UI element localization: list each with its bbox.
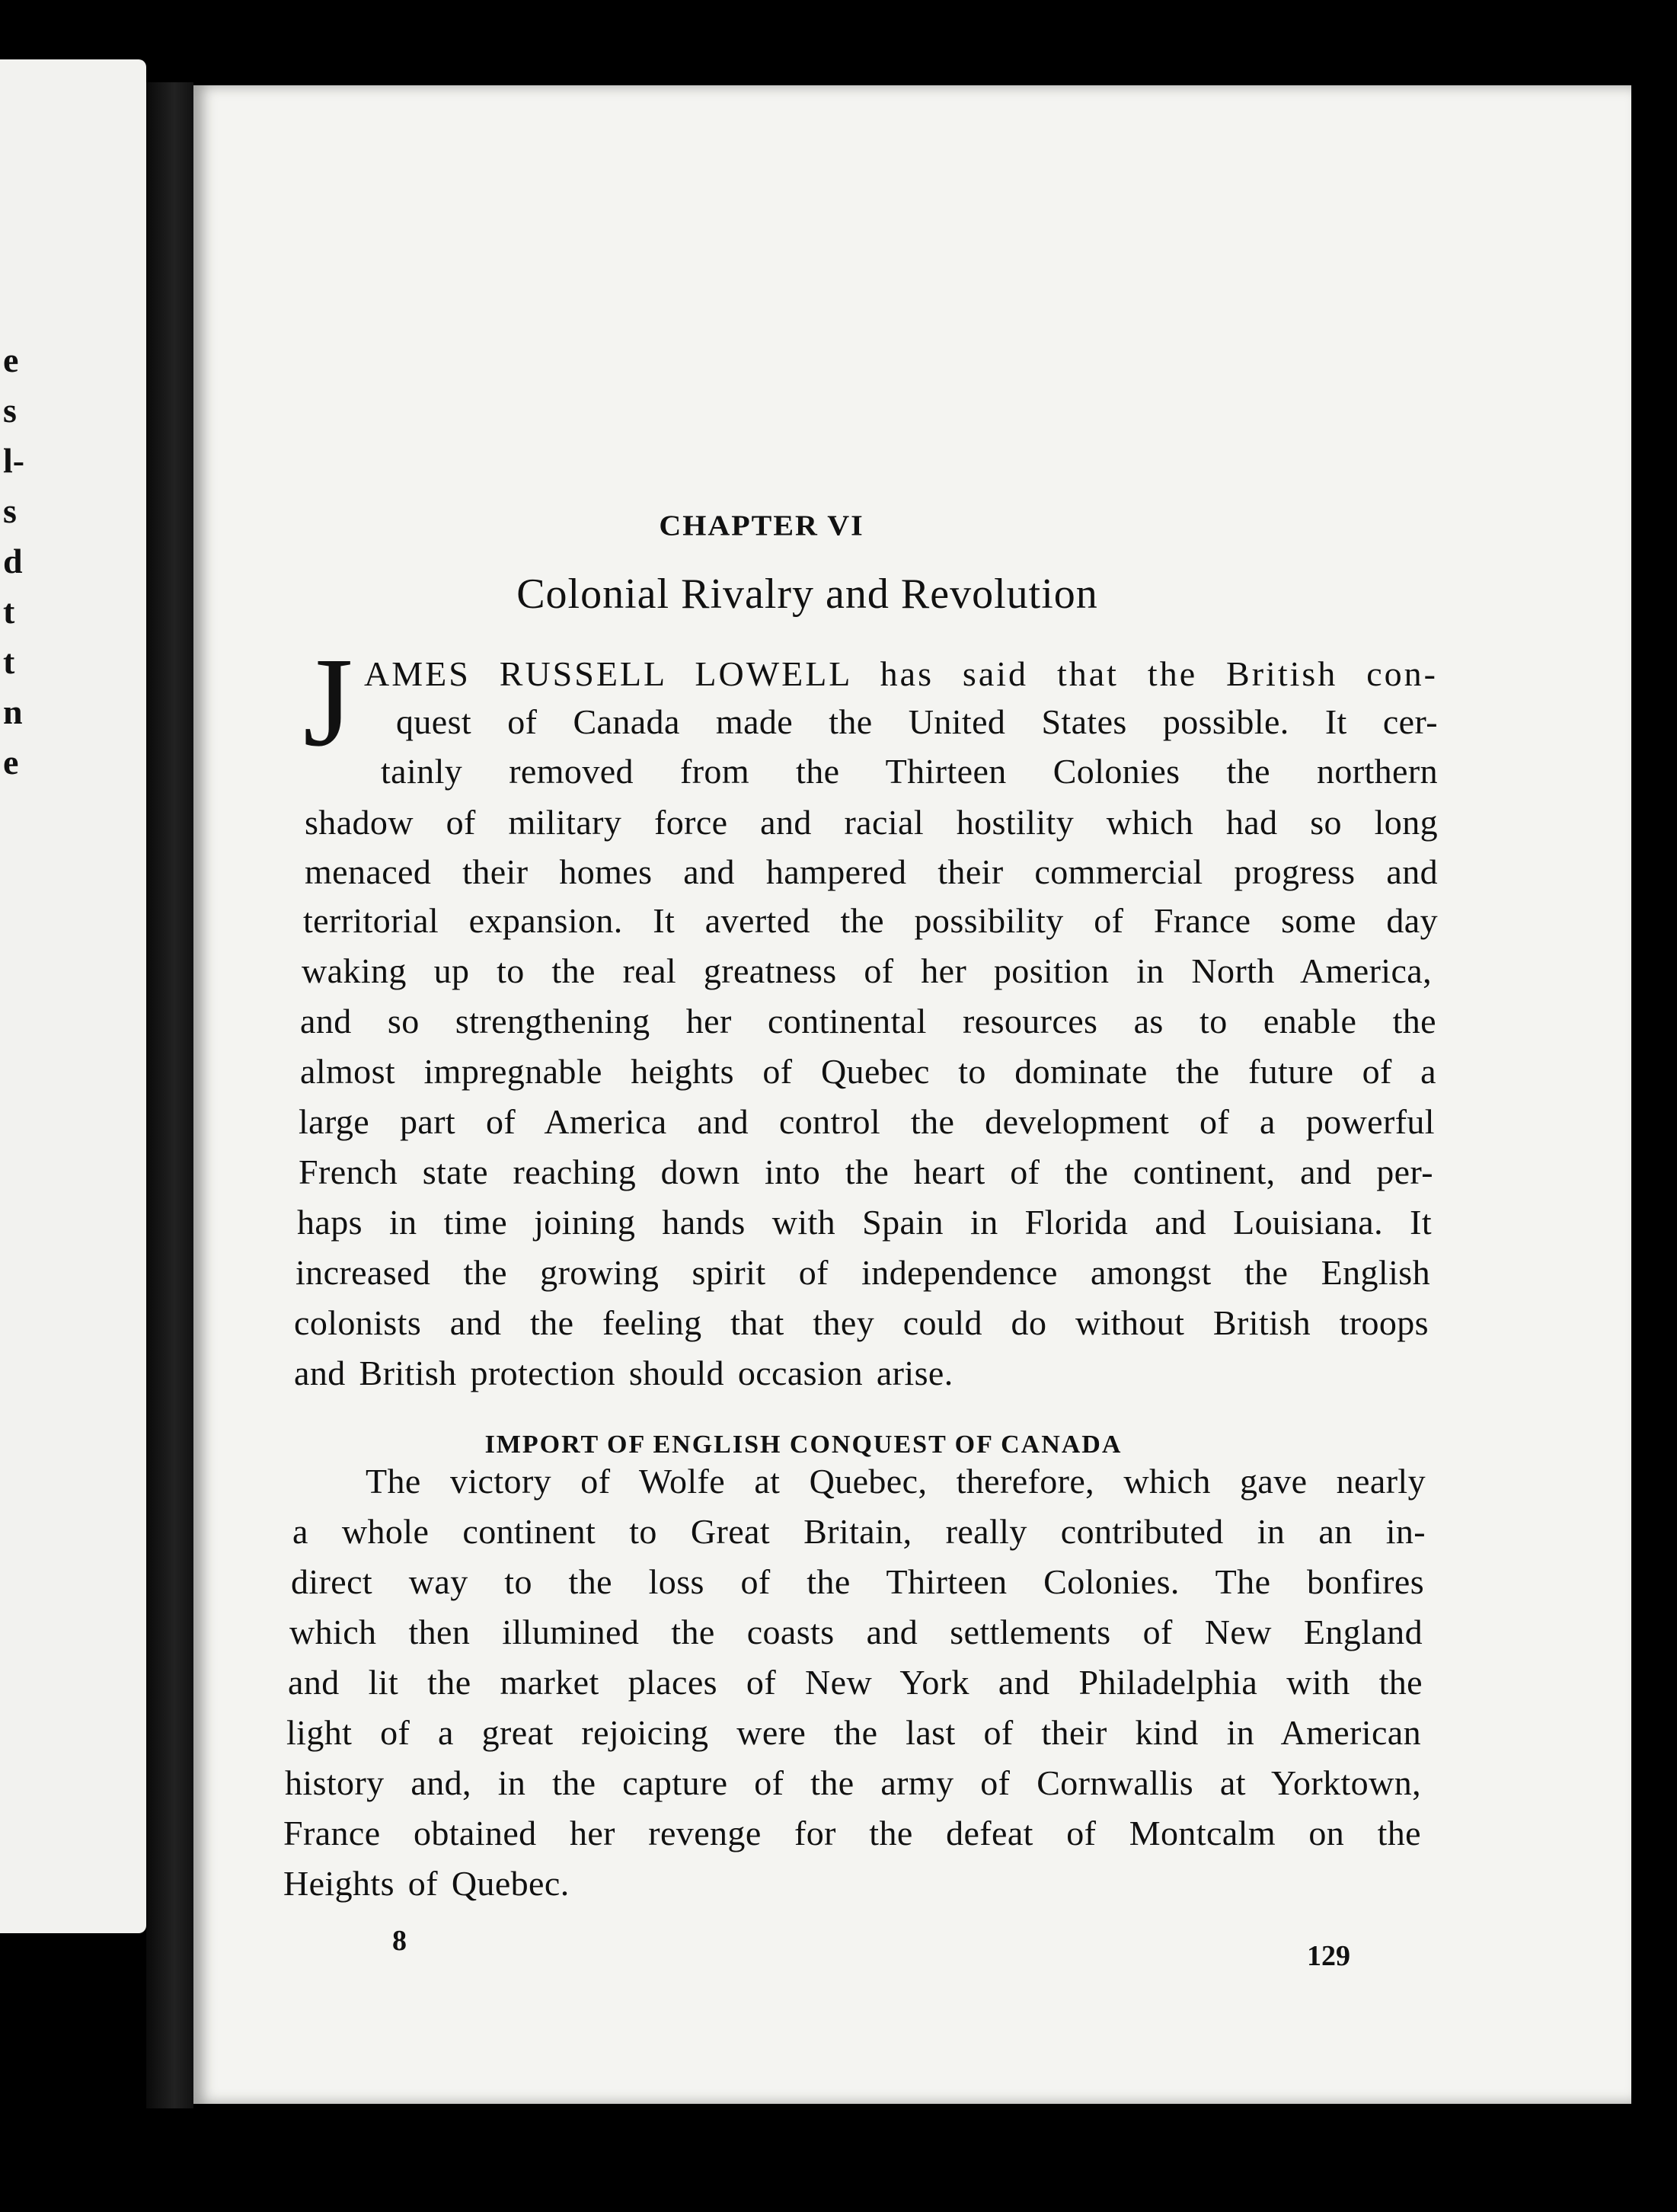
text-line: and British protection should occasion arise. [294,1354,953,1392]
text-line: large part of America and control the development of a powerful [299,1102,1435,1141]
text-line: history and, in the capture of the army of Cornwallis at Yorktown, [285,1763,1421,1802]
text-line: shadow of military force and racial hostility which had so long [305,803,1438,842]
text-line: waking up to the real greatness of her position in North America, [302,951,1432,990]
text-line: AMES RUSSELL LOWELL has said that the British con- [364,654,1438,693]
facing-page-letter: n [3,692,23,731]
text-line: direct way to the loss of the Thirteen Colonies. The bonfires [291,1562,1424,1601]
text-line: almost impregnable heights of Quebec to dominate the future of a [300,1052,1436,1091]
text-line: a whole continent to Great Britain, really contributed in an in- [292,1512,1426,1551]
facing-page-letter: e [3,743,19,782]
text-line: haps in time joining hands with Spain in Florida and Louisiana. It [297,1203,1432,1242]
facing-page-letter: t [3,642,15,681]
facing-page-letter: e [3,340,19,379]
facing-page-letter: d [3,542,23,580]
facing-page-letter: l- [3,441,25,480]
section-heading: IMPORT OF ENGLISH CONQUEST OF CANADA [484,1430,1123,1459]
page-number: 129 [1307,1940,1350,1972]
text-line: territorial expansion. It averted the possibility of France some day [303,901,1438,940]
text-line: increased the growing spirit of independence amongst the English [295,1253,1430,1292]
text-line: France obtained her revenge for the defeat of Montcalm on the [283,1814,1421,1852]
chapter-number: CHAPTER VI [659,509,864,542]
text-line: which then illumined the coasts and settlements of New England [289,1613,1423,1651]
facing-page-letter: s [3,491,17,530]
drop-cap: J [303,631,353,773]
text-line: menaced their homes and hampered their commercial progress and [305,852,1438,891]
text-line: The victory of Wolfe at Quebec, therefore, which gave nearly [366,1462,1426,1501]
facing-page-letter: s [3,391,17,430]
text-line: quest of Canada made the United States possible. It cer- [396,702,1438,741]
facing-page-letter: t [3,592,15,631]
signature-mark: 8 [392,1925,407,1957]
chapter-title: Colonial Rivalry and Revolution [516,571,1098,618]
text-line: tainly removed from the Thirteen Colonies the northern [381,752,1438,791]
text-line: Heights of Quebec. [283,1864,570,1903]
text-line: and lit the market places of New York and Philadelphia with the [288,1663,1423,1702]
text-line: colonists and the feeling that they could do without British troops [294,1303,1429,1342]
text-line: light of a great rejoicing were the last of their kind in American [286,1713,1421,1752]
text-line: French state reaching down into the heart of the continent, and per- [299,1152,1433,1191]
text-line: and so strengthening her continental resources as to enable the [300,1002,1436,1040]
